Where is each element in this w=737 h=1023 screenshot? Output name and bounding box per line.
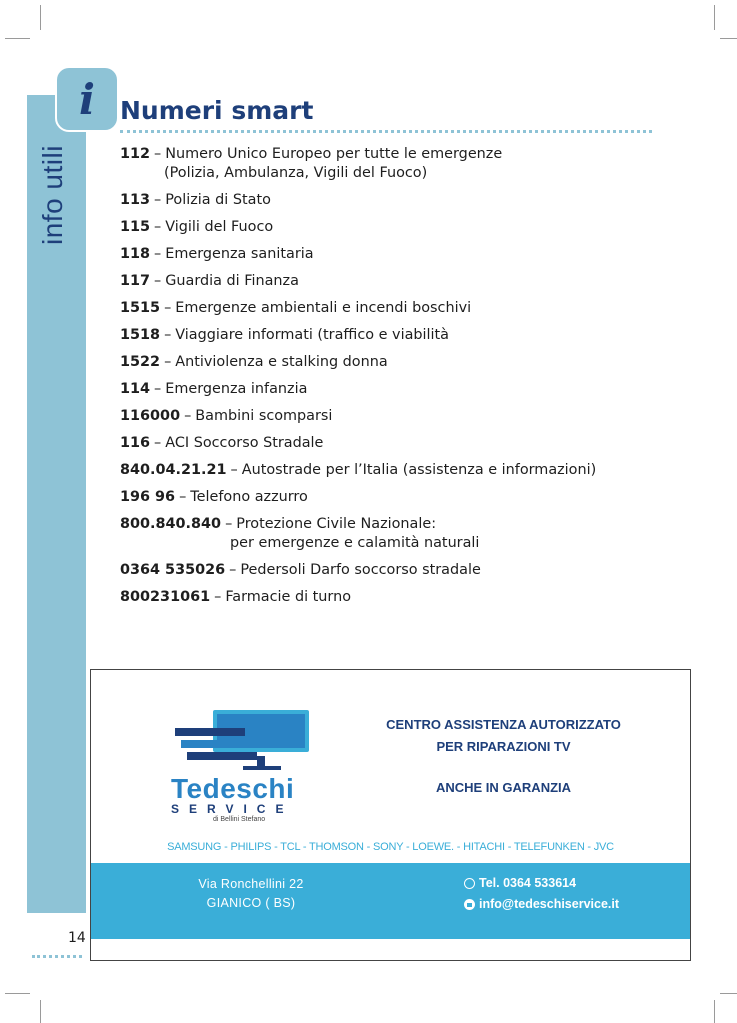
- monitor-logo-icon: [173, 710, 323, 772]
- brand-list: SAMSUNG - PHILIPS - TCL - THOMSON - SONY - LOEWE. - HITACHI - TELEFUNKEN - JVC: [167, 841, 614, 853]
- number-description: Autostrade per l’Italia (assistenza e informazioni): [241, 462, 597, 478]
- number-item: [120, 245, 680, 264]
- email-address[interactable]: info@tedeschiservice.it: [479, 897, 620, 911]
- contact-info: [464, 873, 619, 915]
- number-description: ACI Soccorso Stradale: [165, 435, 324, 451]
- separator: –: [230, 462, 238, 478]
- number-item: [120, 488, 680, 507]
- title-underline: [120, 130, 652, 133]
- emergency-number[interactable]: 116000: [120, 408, 181, 424]
- phone-number[interactable]: Tel. 0364 533614: [479, 876, 577, 890]
- number-item: [120, 145, 680, 183]
- separator: –: [225, 516, 233, 532]
- separator: –: [154, 146, 162, 162]
- separator: –: [154, 273, 162, 289]
- advertisement: [90, 669, 691, 961]
- number-description: Protezione Civile Nazionale:: [236, 516, 437, 532]
- number-item: [120, 299, 680, 318]
- number-description-cont: (Polizia, Ambulanza, Vigili del Fuoco): [164, 165, 428, 181]
- number-item: [120, 461, 680, 480]
- emergency-number[interactable]: 113: [120, 192, 151, 208]
- number-description: Farmacie di turno: [225, 589, 351, 605]
- number-description: Emergenza infanzia: [165, 381, 308, 397]
- emergency-number[interactable]: 118: [120, 246, 151, 262]
- emergency-number[interactable]: 196 96: [120, 489, 176, 505]
- emergency-number[interactable]: 800.840.840: [120, 516, 222, 532]
- number-description: Telefono azzurro: [190, 489, 308, 505]
- number-item: [120, 326, 680, 345]
- number-item: [120, 191, 680, 210]
- brand-subtitle: SERVICE: [171, 802, 294, 816]
- email-row: [464, 894, 619, 915]
- phone-row: [464, 873, 619, 894]
- emergency-number[interactable]: 840.04.21.21: [120, 462, 227, 478]
- emergency-number[interactable]: 117: [120, 273, 151, 289]
- emergency-number[interactable]: 1515: [120, 300, 161, 316]
- crop-mark: [720, 38, 737, 39]
- emergency-number[interactable]: 0364 535026: [120, 562, 226, 578]
- separator: –: [154, 246, 162, 262]
- emergency-number[interactable]: 1518: [120, 327, 161, 343]
- number-description: Numero Unico Europeo per tutte le emergenze: [165, 146, 503, 162]
- number-description: Viaggiare informati (traffico e viabilità: [175, 327, 449, 343]
- separator: –: [179, 489, 187, 505]
- sidebar-label: info utili: [37, 145, 68, 245]
- separator: –: [214, 589, 222, 605]
- number-description: Polizia di Stato: [165, 192, 271, 208]
- email-icon: [464, 899, 475, 910]
- separator: –: [154, 192, 162, 208]
- separator: –: [229, 562, 237, 578]
- ad-headline-line: PER RIPARAZIONI TV: [436, 739, 571, 754]
- crop-mark: [5, 38, 30, 39]
- crop-mark: [714, 5, 715, 30]
- brand-name: Tedeschi: [171, 773, 295, 804]
- emergency-number[interactable]: 114: [120, 381, 151, 397]
- contact-bar: [91, 863, 690, 939]
- ad-guarantee: ANCHE IN GARANZIA: [435, 780, 572, 795]
- brand-owner: di Bellini Stefano: [213, 816, 266, 823]
- number-description: Pedersoli Darfo soccorso stradale: [240, 562, 481, 578]
- number-item: [120, 380, 680, 399]
- emergency-number[interactable]: 800231061: [120, 589, 211, 605]
- number-description: Guardia di Finanza: [165, 273, 299, 289]
- info-icon: [55, 66, 119, 132]
- emergency-number[interactable]: 115: [120, 219, 151, 235]
- crop-mark: [5, 993, 30, 994]
- address-line: Via Ronchellini 22: [198, 877, 304, 891]
- page-dots: [32, 955, 82, 958]
- separator: –: [154, 219, 162, 235]
- number-description: Antiviolenza e stalking donna: [175, 354, 388, 370]
- separator: –: [164, 300, 172, 316]
- ad-headline-line: CENTRO ASSISTENZA AUTORIZZATO: [386, 717, 621, 732]
- separator: –: [164, 354, 172, 370]
- page-title: Numeri smart: [120, 96, 314, 125]
- crop-mark: [714, 1000, 715, 1023]
- separator: –: [164, 327, 172, 343]
- ad-headline: [361, 714, 646, 758]
- phone-icon: [464, 878, 475, 889]
- number-item: [120, 407, 680, 426]
- address: [151, 875, 351, 913]
- page-number: 14: [68, 930, 86, 946]
- emergency-number[interactable]: 1522: [120, 354, 161, 370]
- number-item: [120, 218, 680, 237]
- info-badge-letter: i: [79, 74, 95, 124]
- separator: –: [154, 381, 162, 397]
- separator: –: [184, 408, 192, 424]
- number-item: [120, 515, 680, 553]
- number-description: Bambini scomparsi: [195, 408, 333, 424]
- number-description-cont: per emergenze e calamità naturali: [230, 535, 480, 551]
- emergency-number[interactable]: 116: [120, 435, 151, 451]
- emergency-number[interactable]: 112: [120, 146, 151, 162]
- number-item: [120, 434, 680, 453]
- number-item: [120, 561, 680, 580]
- crop-mark: [40, 5, 41, 30]
- crop-mark: [40, 1000, 41, 1023]
- number-item: [120, 272, 680, 291]
- number-description: Emergenze ambientali e incendi boschivi: [175, 300, 472, 316]
- number-item: [120, 353, 680, 372]
- separator: –: [154, 435, 162, 451]
- number-description: Emergenza sanitaria: [165, 246, 314, 262]
- address-line: GIANICO ( BS): [206, 896, 296, 910]
- number-description: Vigili del Fuoco: [165, 219, 274, 235]
- numbers-list: [120, 145, 680, 615]
- crop-mark: [720, 993, 737, 994]
- number-item: [120, 588, 680, 607]
